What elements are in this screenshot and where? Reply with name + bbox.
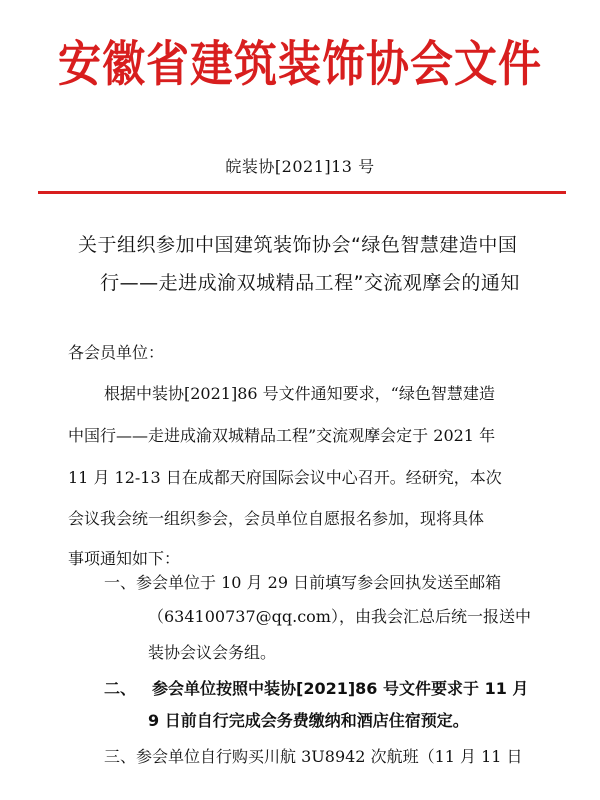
item-line: （634100737@qq.com），由我会汇总后统一报送中: [148, 607, 531, 626]
notice-item-3: [104, 744, 523, 770]
item-number: 二、: [104, 679, 137, 698]
intro-line: 根据中装协[2021]86 号文件通知要求，“绿色智慧建造: [104, 384, 495, 403]
item-line: 参会单位自行购买川航 3U8942 次航班（11 月 11 日: [136, 747, 523, 766]
item-line: 参会单位按照中装协[2021]86 号文件要求于 11 月: [152, 679, 529, 698]
item-line: 参会单位于 10 月 29 日前填写参会回执发送至邮箱: [136, 573, 502, 592]
subject-line-1: 关于组织参加中国建筑装饰协会“绿色智慧建造中国: [78, 234, 518, 256]
document-header-title: 安徽省建筑装饰协会文件: [58, 36, 542, 93]
item-number: 三、: [104, 747, 137, 766]
notice-item-1: [104, 570, 501, 596]
item-line: 装协会议会务组。: [148, 643, 277, 662]
item-line: 9 日前自行完成会务费缴纳和酒店住宿预定。: [148, 711, 469, 730]
intro-line: 11 月 12-13 日在成都天府国际会议中心召开。经研究，本次: [68, 468, 502, 487]
salutation: 各会员单位：: [68, 343, 165, 362]
intro-line: 中国行——走进成渝双城精品工程”交流观摩会定于 2021 年: [68, 426, 496, 445]
document-subject: [78, 226, 548, 302]
intro-line: 会议我会统一组织参会，会员单位自愿报名参加，现将具体: [68, 509, 485, 528]
intro-line: 事项通知如下：: [68, 549, 181, 568]
document-number: 皖装协[2021]13 号: [225, 157, 375, 176]
header-red-rule: [38, 191, 566, 194]
item-number: 一、: [104, 573, 137, 592]
subject-line-2: 行——走进成渝双城精品工程”交流观摩会的通知: [100, 272, 520, 294]
notice-item-2: [104, 676, 528, 702]
